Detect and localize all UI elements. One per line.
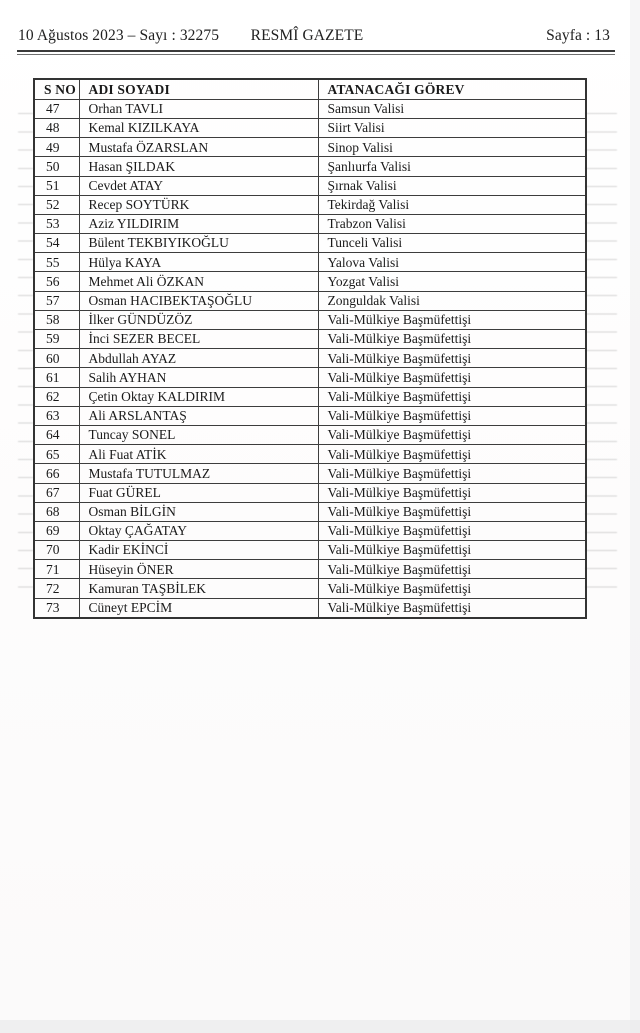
cell-no: 68	[34, 502, 79, 521]
cell-name: İlker GÜNDÜZÖZ	[79, 310, 318, 329]
cell-name: Recep SOYTÜRK	[79, 195, 318, 214]
cell-no: 60	[34, 349, 79, 368]
cell-role: Vali-Mülkiye Başmüfettişi	[318, 349, 586, 368]
appointments-table-container	[33, 78, 585, 619]
cell-role: Trabzon Valisi	[318, 214, 586, 233]
cell-name: Mustafa ÖZARSLAN	[79, 138, 318, 157]
table-row	[34, 502, 586, 521]
table-row	[34, 349, 586, 368]
cell-name: Çetin Oktay KALDIRIM	[79, 387, 318, 406]
scan-edge-bottom	[0, 1020, 640, 1033]
cell-role: Sinop Valisi	[318, 138, 586, 157]
cell-role: Vali-Mülkiye Başmüfettişi	[318, 598, 586, 618]
cell-role: Şırnak Valisi	[318, 176, 586, 195]
cell-no: 49	[34, 138, 79, 157]
cell-no: 69	[34, 521, 79, 540]
cell-role: Vali-Mülkiye Başmüfettişi	[318, 464, 586, 483]
cell-role: Vali-Mülkiye Başmüfettişi	[318, 445, 586, 464]
page-header	[0, 27, 640, 47]
column-header-adi-soyadi: ADI SOYADI	[79, 79, 318, 99]
table-row	[34, 541, 586, 560]
cell-no: 63	[34, 406, 79, 425]
cell-no: 66	[34, 464, 79, 483]
cell-name: Osman HACIBEKTAŞOĞLU	[79, 291, 318, 310]
cell-role: Vali-Mülkiye Başmüfettişi	[318, 521, 586, 540]
cell-role: Vali-Mülkiye Başmüfettişi	[318, 560, 586, 579]
cell-name: Salih AYHAN	[79, 368, 318, 387]
cell-role: Vali-Mülkiye Başmüfettişi	[318, 541, 586, 560]
cell-name: Kamuran TAŞBİLEK	[79, 579, 318, 598]
cell-name: Ali ARSLANTAŞ	[79, 406, 318, 425]
table-row	[34, 579, 586, 598]
scan-edge-right	[630, 0, 640, 1033]
cell-name: Kadir EKİNCİ	[79, 541, 318, 560]
column-header-s-no: S NO	[34, 79, 79, 99]
cell-role: Zonguldak Valisi	[318, 291, 586, 310]
table-row	[34, 195, 586, 214]
cell-name: Aziz YILDIRIM	[79, 214, 318, 233]
cell-no: 48	[34, 118, 79, 137]
cell-no: 52	[34, 195, 79, 214]
table-row	[34, 368, 586, 387]
table-row	[34, 521, 586, 540]
cell-name: Bülent TEKBIYIKOĞLU	[79, 234, 318, 253]
cell-no: 64	[34, 425, 79, 444]
table-row	[34, 406, 586, 425]
table-row	[34, 464, 586, 483]
cell-role: Siirt Valisi	[318, 118, 586, 137]
cell-no: 58	[34, 310, 79, 329]
cell-name: Abdullah AYAZ	[79, 349, 318, 368]
cell-no: 47	[34, 99, 79, 118]
table-row	[34, 118, 586, 137]
cell-role: Samsun Valisi	[318, 99, 586, 118]
cell-no: 57	[34, 291, 79, 310]
cell-role: Vali-Mülkiye Başmüfettişi	[318, 310, 586, 329]
cell-no: 59	[34, 330, 79, 349]
cell-name: Cevdet ATAY	[79, 176, 318, 195]
cell-no: 72	[34, 579, 79, 598]
table-row	[34, 253, 586, 272]
cell-role: Tekirdağ Valisi	[318, 195, 586, 214]
scan-smear-right	[585, 96, 617, 588]
cell-role: Vali-Mülkiye Başmüfettişi	[318, 330, 586, 349]
cell-no: 65	[34, 445, 79, 464]
cell-no: 71	[34, 560, 79, 579]
table-header-row	[34, 79, 586, 99]
cell-name: İnci SEZER BECEL	[79, 330, 318, 349]
cell-role: Vali-Mülkiye Başmüfettişi	[318, 502, 586, 521]
cell-no: 50	[34, 157, 79, 176]
cell-no: 67	[34, 483, 79, 502]
cell-name: Ali Fuat ATİK	[79, 445, 318, 464]
cell-name: Kemal KIZILKAYA	[79, 118, 318, 137]
table-row	[34, 272, 586, 291]
cell-name: Cüneyt EPCİM	[79, 598, 318, 618]
table-row	[34, 598, 586, 618]
cell-role: Vali-Mülkiye Başmüfettişi	[318, 387, 586, 406]
cell-name: Orhan TAVLI	[79, 99, 318, 118]
table-row	[34, 214, 586, 233]
cell-role: Vali-Mülkiye Başmüfettişi	[318, 483, 586, 502]
cell-name: Mehmet Ali ÖZKAN	[79, 272, 318, 291]
table-row	[34, 445, 586, 464]
gazette-date-issue: 10 Ağustos 2023 – Sayı : 32275	[18, 27, 220, 44]
cell-name: Tuncay SONEL	[79, 425, 318, 444]
table-row	[34, 234, 586, 253]
cell-role: Vali-Mülkiye Başmüfettişi	[318, 579, 586, 598]
cell-no: 62	[34, 387, 79, 406]
column-header-atanacagi-gorev: ATANACAĞI GÖREV	[318, 79, 586, 99]
table-row	[34, 157, 586, 176]
cell-no: 55	[34, 253, 79, 272]
cell-role: Yozgat Valisi	[318, 272, 586, 291]
table-row	[34, 425, 586, 444]
cell-no: 54	[34, 234, 79, 253]
cell-name: Fuat GÜREL	[79, 483, 318, 502]
cell-name: Hülya KAYA	[79, 253, 318, 272]
appointments-table	[33, 78, 587, 619]
gazette-title: RESMÎ GAZETE	[250, 27, 364, 44]
cell-role: Vali-Mülkiye Başmüfettişi	[318, 406, 586, 425]
cell-name: Hasan ŞILDAK	[79, 157, 318, 176]
cell-no: 53	[34, 214, 79, 233]
header-double-rule	[17, 50, 615, 55]
cell-name: Hüseyin ÖNER	[79, 560, 318, 579]
cell-role: Vali-Mülkiye Başmüfettişi	[318, 425, 586, 444]
cell-role: Şanlıurfa Valisi	[318, 157, 586, 176]
cell-role: Tunceli Valisi	[318, 234, 586, 253]
table-row	[34, 387, 586, 406]
table-row	[34, 330, 586, 349]
cell-name: Oktay ÇAĞATAY	[79, 521, 318, 540]
cell-role: Yalova Valisi	[318, 253, 586, 272]
cell-name: Mustafa TUTULMAZ	[79, 464, 318, 483]
table-row	[34, 176, 586, 195]
cell-no: 56	[34, 272, 79, 291]
scan-smear-left	[18, 96, 33, 588]
cell-role: Vali-Mülkiye Başmüfettişi	[318, 368, 586, 387]
table-body	[34, 99, 586, 618]
table-row	[34, 560, 586, 579]
cell-no: 70	[34, 541, 79, 560]
cell-no: 51	[34, 176, 79, 195]
table-row	[34, 99, 586, 118]
cell-name: Osman BİLGİN	[79, 502, 318, 521]
cell-no: 73	[34, 598, 79, 618]
table-row	[34, 138, 586, 157]
cell-no: 61	[34, 368, 79, 387]
table-row	[34, 291, 586, 310]
table-row	[34, 310, 586, 329]
gazette-page-number: Sayfa : 13	[546, 27, 610, 44]
table-row	[34, 483, 586, 502]
